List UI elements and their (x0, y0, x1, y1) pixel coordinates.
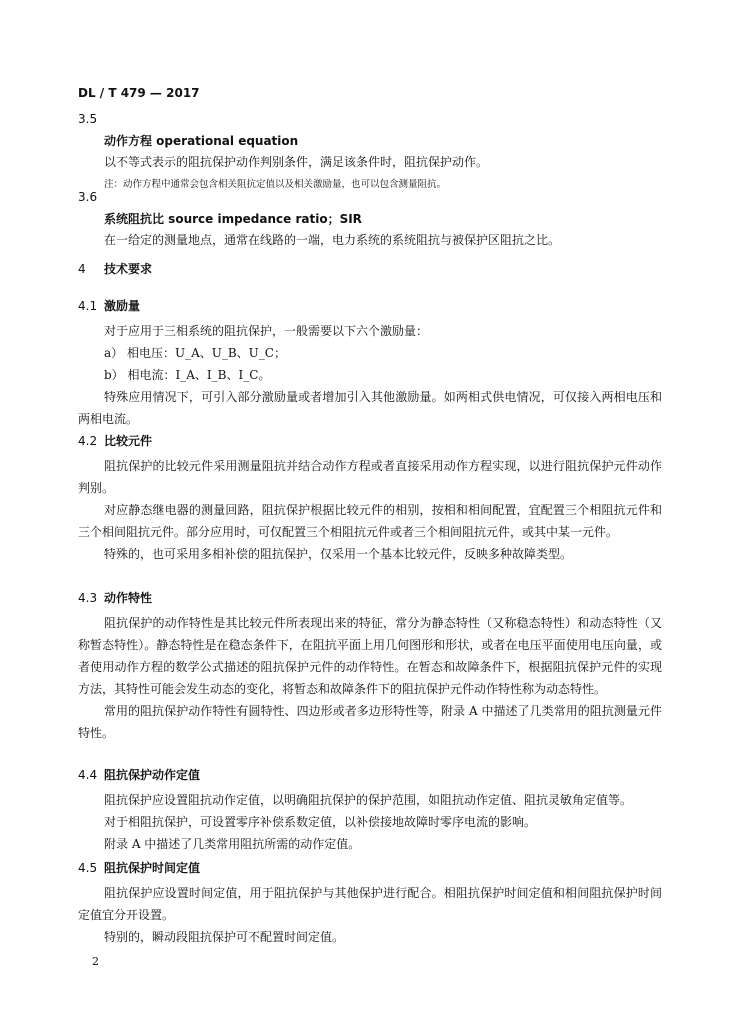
section-body-4-4 (78, 789, 662, 855)
section-heading-4-4 (78, 766, 662, 783)
paragraph: 常用的阻抗保护动作特性有圆特性、四边形或者多边形特性等，附录 A 中描述了几类常用的阻抗测量元件特性。 (78, 704, 662, 740)
paragraph: 阻抗保护应设置阻抗动作定值，以明确阻抗保护的保护范围，如阻抗动作定值、阻抗灵敏角定值等。 (104, 793, 633, 807)
term-definition: 以不等式表示的阻抗保护动作判别条件，满足该条件时，阻抗保护动作。 (104, 155, 489, 169)
section-heading-4-2 (78, 432, 662, 449)
section-number: 4.3 (78, 591, 98, 605)
section-title: 阻抗保护动作定值 (104, 768, 201, 782)
term-title: 动作方程 operational equation (104, 134, 299, 148)
list-item-b: b） 相电流：I_A、I_B、I_C。 (104, 368, 271, 382)
paragraph: 附录 A 中描述了几类常用阻抗所需的动作定值。 (104, 837, 361, 851)
section-body-4-5 (78, 882, 662, 948)
paragraph: 特殊应用情况下，可引入部分激励量或者增加引入其他激励量。如两相式供电情况，可仅接入两相电压和两相电流。 (78, 390, 662, 426)
chapter-title: 技术要求 (104, 262, 153, 276)
section-title: 动作特性 (104, 591, 153, 605)
paragraph: 对于应用于三相系统的阻抗保护，一般需要以下六个激励量： (104, 324, 429, 338)
paragraph: 阻抗保护应设置时间定值，用于阻抗保护与其他保护进行配合。相阻抗保护时间定值和相间阻抗保护时间定值宜分开设置。 (78, 886, 662, 922)
section-title: 比较元件 (104, 434, 153, 448)
paragraph: 阻抗保护的比较元件采用测量阻抗并结合动作方程或者直接采用动作方程实现，以进行阻抗保护元件动作判别。 (78, 459, 662, 495)
section-title: 激励量 (104, 299, 141, 313)
paragraph: 特殊的，也可采用多相补偿的阻抗保护，仅采用一个基本比较元件，反映多种故障类型。 (104, 547, 573, 561)
section-heading-4-1 (78, 297, 662, 314)
term-3-5 (78, 112, 662, 190)
page-number: 2 (92, 955, 99, 968)
section-heading-4-5 (78, 859, 662, 876)
paragraph: 对应静态继电器的测量回路，阻抗保护根据比较元件的相别，按相和相间配置，宜配置三个相阻抗元件和三个相间阻抗元件。部分应用时，可仅配置三个相阻抗元件或者三个相间阻抗元件，或其中某一元件。 (78, 503, 662, 539)
term-3-6 (78, 190, 662, 248)
clause-number: 3.5 (78, 112, 98, 126)
paragraph: 阻抗保护的动作特性是其比较元件所表现出来的特征，常分为静态特性（又称稳态特性）和动态特性（又称暂态特性）。静态特性是在稳态条件下，在阻抗平面上用几何图形和形状，或者在电压平面使用电压向量，或者使用动作方程的数学公式描述的阻抗保护元件的动作特性。在暂态和故障条件下，根据阻抗保护元件的实现方法，其特性可能会发生动态的变化，将暂态和故障条件下的阻抗保护元件动作特性称为动态特性。 (78, 616, 662, 696)
chapter-number: 4 (78, 262, 86, 276)
clause-number: 3.6 (78, 190, 98, 204)
paragraph: 特别的，瞬动段阻抗保护可不配置时间定值。 (104, 930, 345, 944)
section-number: 4.4 (78, 768, 98, 782)
section-heading-4-3 (78, 589, 662, 606)
term-title: 系统阻抗比 source impedance ratio；SIR (104, 212, 362, 226)
term-note: 注：动作方程中通常会包含相关阻抗定值以及相关激励量，也可以包含测量阻抗。 (104, 179, 447, 190)
section-body-4-2 (78, 455, 662, 565)
section-body-4-3 (78, 612, 662, 744)
standard-number: DL / T 479 — 2017 (78, 86, 200, 100)
list-item-a: a） 相电压：U_A、U_B、U_C； (104, 346, 286, 360)
paragraph: 对于相阻抗保护，可设置零序补偿系数定值，以补偿接地故障时零序电流的影响。 (104, 815, 537, 829)
section-number: 4.2 (78, 434, 98, 448)
chapter-heading (78, 260, 662, 277)
term-definition: 在一给定的测量地点，通常在线路的一端，电力系统的系统阻抗与被保护区阻抗之比。 (104, 233, 561, 247)
section-number: 4.1 (78, 299, 98, 313)
section-title: 阻抗保护时间定值 (104, 861, 201, 875)
section-body-4-1 (78, 320, 662, 430)
section-number: 4.5 (78, 861, 98, 875)
